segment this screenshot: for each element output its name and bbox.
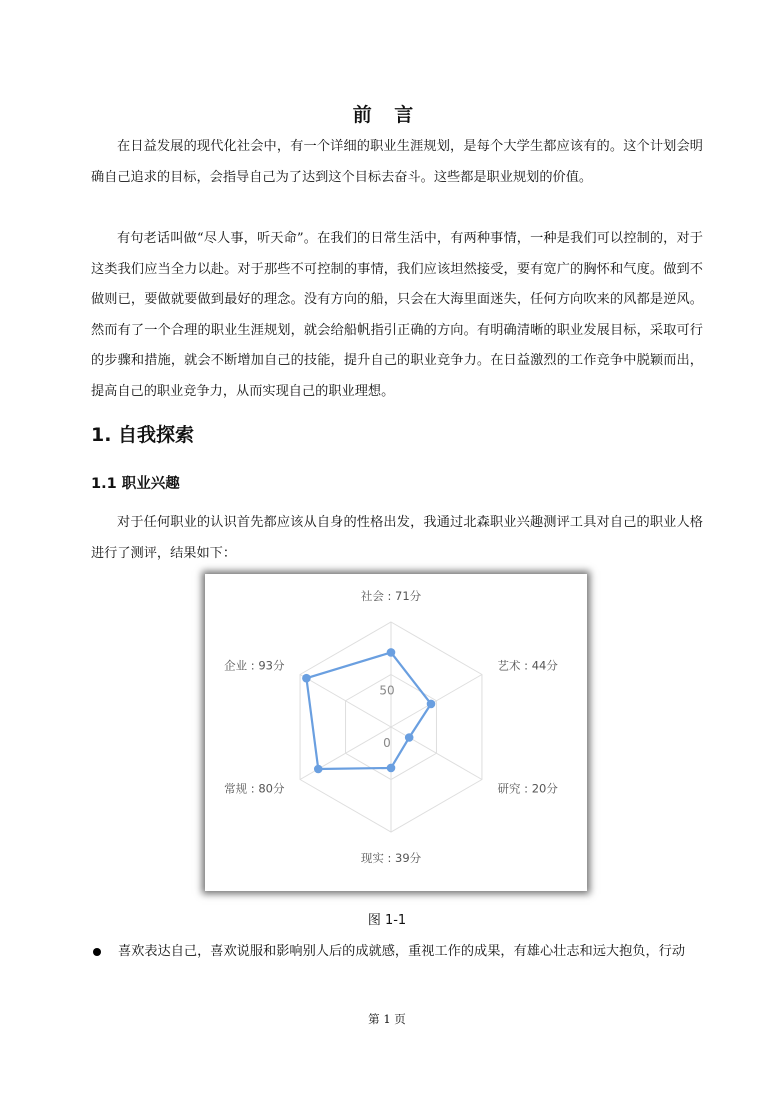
preface-paragraph-1: 在日益发展的现代化社会中，有一个详细的职业生涯规划，是每个大学生都应该有的。这个计划会明确自己追求的目标，会指导自己为了达到这个目标去奋斗。这些都是职业规划的价值。 xyxy=(91,139,703,185)
subsection-heading: 1.1 职业兴趣 xyxy=(91,476,180,492)
axis-label: 常规 : 80分 xyxy=(224,781,285,796)
data-point xyxy=(405,733,414,742)
data-series-line xyxy=(306,652,431,769)
data-point xyxy=(427,700,436,709)
axis-label: 艺术 : 44分 xyxy=(497,658,558,673)
bullet-icon xyxy=(93,948,101,956)
data-point xyxy=(314,765,323,774)
data-point xyxy=(302,674,311,683)
radar-chart xyxy=(205,574,587,891)
axis-label: 研究 : 20分 xyxy=(497,781,558,796)
data-point xyxy=(387,648,396,657)
preface-title: 前 言 xyxy=(352,104,422,126)
intro-paragraph: 对于任何职业的认识首先都应该从自身的性格出发，我通过北森职业兴趣测评工具对自己的职业人格进行了测评，结果如下： xyxy=(91,515,703,561)
axis-label: 企业 : 93分 xyxy=(224,658,285,673)
preface-paragraph-2: 有句老话叫做“尽人事，听天命”。在我们的日常生活中，有两种事情，一种是我们可以控制的，对于这类我们应当全力以赴。对于那些不可控制的事情，我们应该坦然接受，要有宽广的胸怀和气度。做到不做则已，要做就要做到最好的理念。没有方向的船，只会在大海里面迷失，任何方向吹来的风都是逆风。然而有了一个合理的职业生涯规划，就会给船帆指引正确的方向。有明确清晰的职业发展目标，采取可行的步骤和措施，就会不断增加自己的技能，提升自己的职业竞争力。在日益激烈的工作竞争中脱颖而出，提高自己的职业竞争力，从而实现自己的职业理想。 xyxy=(91,231,703,399)
section-heading: 1. 自我探索 xyxy=(91,424,195,446)
axis-label: 社会 : 71分 xyxy=(360,589,422,603)
figure-caption: 图 1-1 xyxy=(367,913,407,928)
tick-label: 0 xyxy=(383,736,391,750)
radar-chart-figure xyxy=(205,574,587,891)
data-point xyxy=(387,764,396,773)
tick-label: 50 xyxy=(379,683,395,698)
axis-label: 现实 : 39分 xyxy=(360,851,422,865)
bullet-item: 喜欢表达自己，喜欢说服和影响别人后的成就感，重视工作的成果，有雄心壮志和远大抱负，行动 xyxy=(118,944,686,959)
page-number: 第 1 页 xyxy=(368,1012,406,1026)
